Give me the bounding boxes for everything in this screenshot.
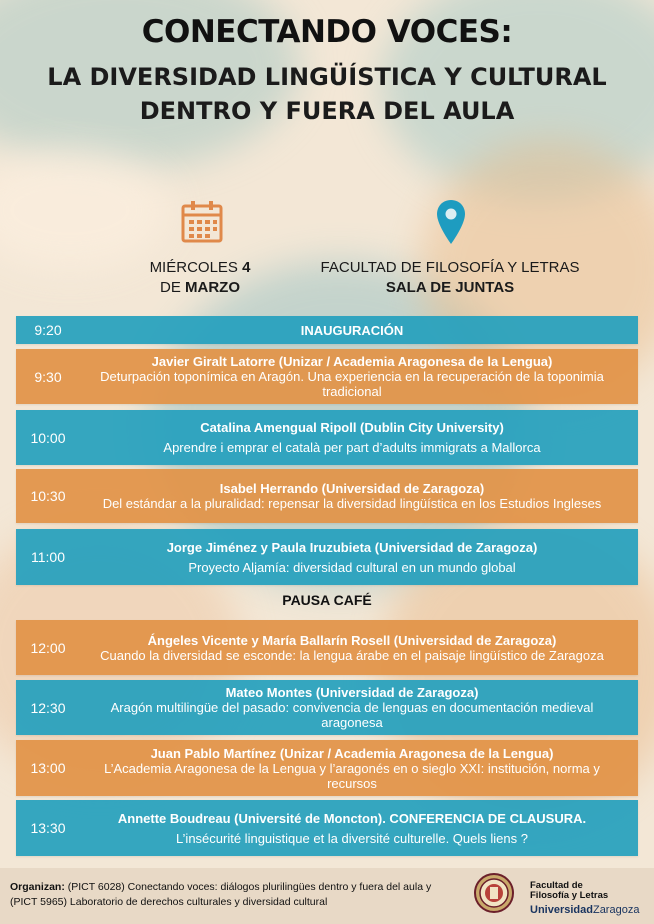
schedule-talk: L’insécurité linguistique et la diversité culturelle. Quels liens ? — [176, 830, 528, 846]
calendar-icon — [180, 200, 224, 244]
schedule-time: 12:30 — [30, 699, 66, 716]
schedule-talk: Cuando la diversidad se esconde: la lengua árabe en el paisaje lingüístico de Zaragoza — [100, 647, 604, 663]
schedule-talk: Aragón multilingüe del pasado: convivencia de lenguas en documentación medieval aragonesa — [110, 700, 594, 730]
subtitle-line-1: LA DIVERSIDAD LINGÜÍSTICA Y CULTURAL — [47, 63, 607, 91]
schedule-speaker: Ángeles Vicente y María Ballarín Rosell (Universidad de Zaragoza) — [147, 632, 557, 648]
schedule-talk: L’Academia Aragonesa de la Lengua y l’aragonés en o sieglo XXI: institución, norma y recursos — [104, 760, 600, 791]
schedule-time: 10:30 — [30, 488, 66, 504]
university-name-part-2: Zaragoza — [592, 904, 640, 916]
place-name: FACULTAD DE FILOSOFÍA Y LETRAS — [320, 259, 580, 276]
faculty-line-1: Facultad de — [530, 880, 583, 891]
schedule-time: 9:20 — [34, 322, 62, 338]
subtitle-line-2: DENTRO Y FUERA DEL AULA — [139, 97, 515, 125]
university-name — [530, 904, 639, 916]
schedule-speaker: Catalina Amengual Ripoll (Dublin City University) — [200, 420, 504, 435]
schedule-time: 9:30 — [34, 368, 62, 385]
schedule-time: 13:00 — [30, 760, 66, 776]
date-prep: DE — [159, 279, 181, 296]
schedule-time: 12:00 — [30, 639, 66, 656]
schedule-time: 11:00 — [31, 549, 65, 565]
place-room: SALA DE JUNTAS — [385, 279, 515, 296]
schedule-row — [16, 620, 638, 675]
faculty-line-2: Filosofía y Letras — [530, 890, 609, 901]
schedule-speaker: Javier Giralt Latorre (Unizar / Academia Aragonesa de la Lengua) — [151, 354, 553, 369]
university-seal-logo — [474, 873, 514, 913]
schedule-row — [16, 740, 638, 796]
page-title: CONECTANDO VOCES: — [141, 14, 513, 50]
schedule-row — [16, 680, 638, 735]
schedule-speaker: Juan Pablo Martínez (Unizar / Academia Aragonesa de la Lengua) — [150, 745, 554, 761]
event-date — [130, 258, 270, 298]
faculty-name — [530, 881, 608, 901]
schedule-row — [16, 800, 638, 856]
schedule-talk: Del estándar a la pluralidad: repensar la diversidad lingüística en los Estudios Ingleses — [102, 496, 602, 511]
organizers-text — [10, 880, 440, 910]
schedule-speaker: Mateo Montes (Universidad de Zaragoza) — [225, 685, 479, 700]
schedule-row — [16, 410, 638, 465]
schedule-talk: Deturpación toponímica en Aragón. Una experiencia en la recuperación de la toponimia tradicional — [100, 369, 604, 399]
schedule-row — [16, 529, 638, 585]
page-subtitle — [0, 60, 654, 128]
date-day: 4 — [242, 259, 251, 276]
schedule-label: INAUGURACIÓN — [300, 322, 404, 338]
schedule-speaker: Isabel Herrando (Universidad de Zaragoza) — [219, 481, 485, 496]
event-place — [300, 258, 600, 298]
organizers-label: Organizan: — [10, 881, 65, 893]
schedule-time: 13:30 — [30, 820, 66, 836]
university-name-part-1: Universidad — [530, 904, 593, 916]
schedule-talk: Aprendre i emprar el català per part d’adults immigrats a Mallorca — [163, 440, 541, 455]
date-weekday: MIÉRCOLES — [149, 259, 238, 276]
location-pin-icon — [436, 199, 466, 245]
schedule-row — [16, 316, 638, 344]
organizers-description: (PICT 6028) Conectando voces: diálogos plurilingües dentro y fuera del aula y (PICT 5965) Laboratorio de derechos culturales y diversidad cultural — [10, 881, 432, 908]
schedule-speaker: Annette Boudreau (Université de Moncton). CONFERENCIA DE CLAUSURA. — [117, 810, 587, 826]
coffee-break: PAUSA CAFÉ — [282, 592, 372, 608]
schedule-row — [16, 349, 638, 404]
schedule-speaker: Jorge Jiménez y Paula Iruzubieta (Universidad de Zaragoza) — [166, 539, 538, 555]
schedule-talk: Proyecto Aljamía: diversidad cultural en un mundo global — [188, 559, 516, 575]
schedule-time: 10:00 — [30, 429, 66, 446]
date-month: MARZO — [185, 279, 240, 296]
schedule-row — [16, 469, 638, 523]
